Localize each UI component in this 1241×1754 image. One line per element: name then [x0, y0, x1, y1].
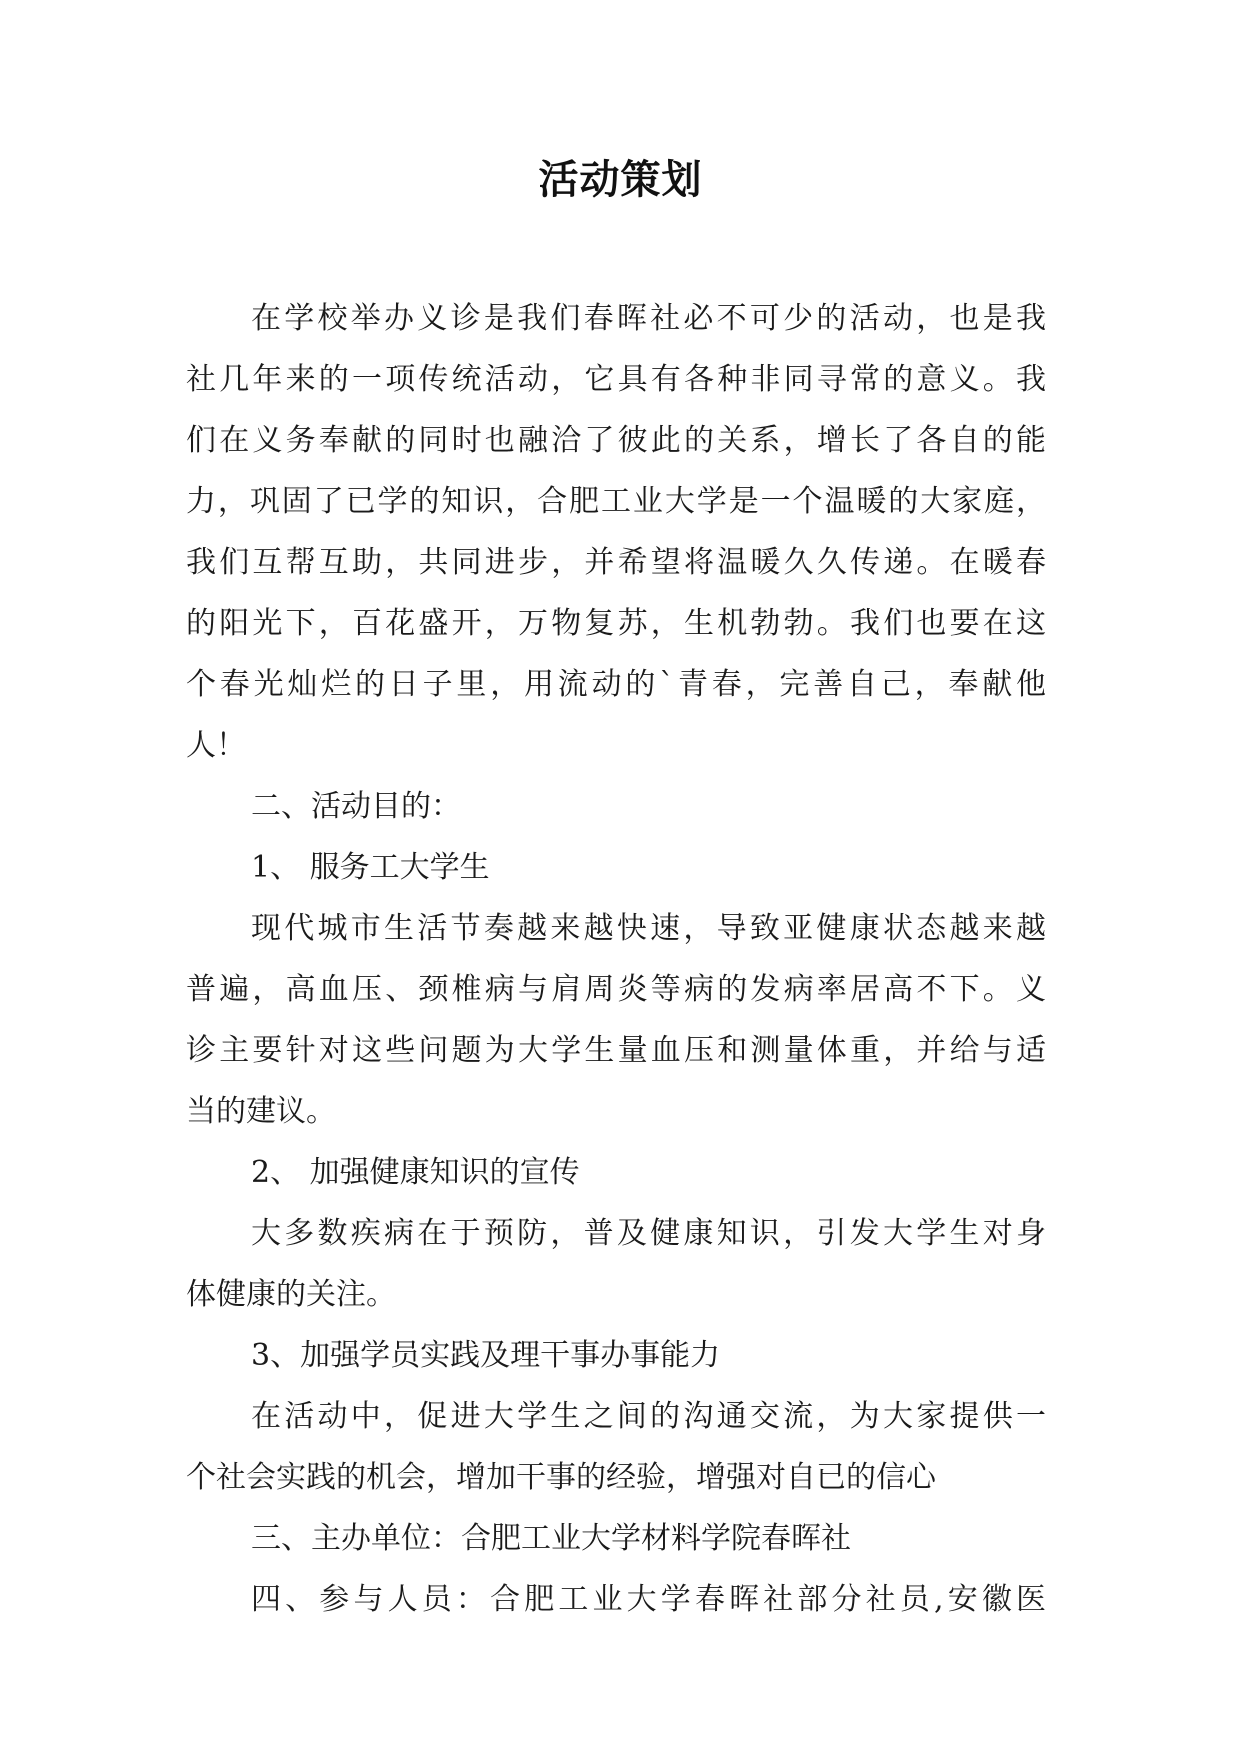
body-line: 二、活动目的：	[251, 789, 461, 824]
body-line: 四、参与人员：合肥工业大学春晖社部分社员,安徽医	[251, 1582, 1046, 1617]
body-line: 在学校举办义诊是我们春晖社必不可少的活动，也是我	[251, 301, 1046, 336]
body-line: 体健康的关注。	[186, 1277, 396, 1312]
body-line: 个春光灿烂的日子里，用流动的`青春，完善自己，奉献他	[186, 667, 1046, 702]
body-line: 诊主要针对这些问题为大学生量血压和测量体重，并给与适	[186, 1033, 1046, 1068]
body-line: 社几年来的一项传统活动，它具有各种非同寻常的意义。我	[186, 362, 1046, 397]
body-line: 在活动中，促进大学生之间的沟通交流，为大家提供一	[251, 1399, 1046, 1434]
body-line: 普遍，高血压、颈椎病与肩周炎等病的发病率居高不下。义	[186, 972, 1046, 1007]
body-line: 1、 服务工大学生	[251, 850, 490, 885]
body-line: 我们互帮互助，共同进步，并希望将温暖久久传递。在暖春	[186, 545, 1046, 580]
document-title: 活动策划	[538, 156, 703, 203]
body-line: 现代城市生活节奏越来越快速，导致亚健康状态越来越	[251, 911, 1046, 946]
body-line: 3、加强学员实践及理干事办事能力	[251, 1338, 721, 1373]
body-line: 个社会实践的机会，增加干事的经验，增强对自已的信心	[186, 1460, 936, 1495]
body-line: 大多数疾病在于预防，普及健康知识，引发大学生对身	[251, 1216, 1046, 1251]
body-line: 们在义务奉献的同时也融洽了彼此的关系，增长了各自的能	[186, 423, 1046, 458]
document-body	[186, 288, 1046, 1630]
body-line: 三、主办单位：合肥工业大学材料学院春晖社	[251, 1521, 851, 1556]
body-line: 当的建议。	[186, 1094, 336, 1129]
body-line: 的阳光下，百花盛开，万物复苏，生机勃勃。我们也要在这	[186, 606, 1046, 641]
body-line: 2、 加强健康知识的宣传	[251, 1155, 580, 1190]
body-line: 力，巩固了已学的知识，合肥工业大学是一个温暖的大家庭，	[186, 484, 1046, 519]
body-line: 人！	[186, 728, 246, 763]
